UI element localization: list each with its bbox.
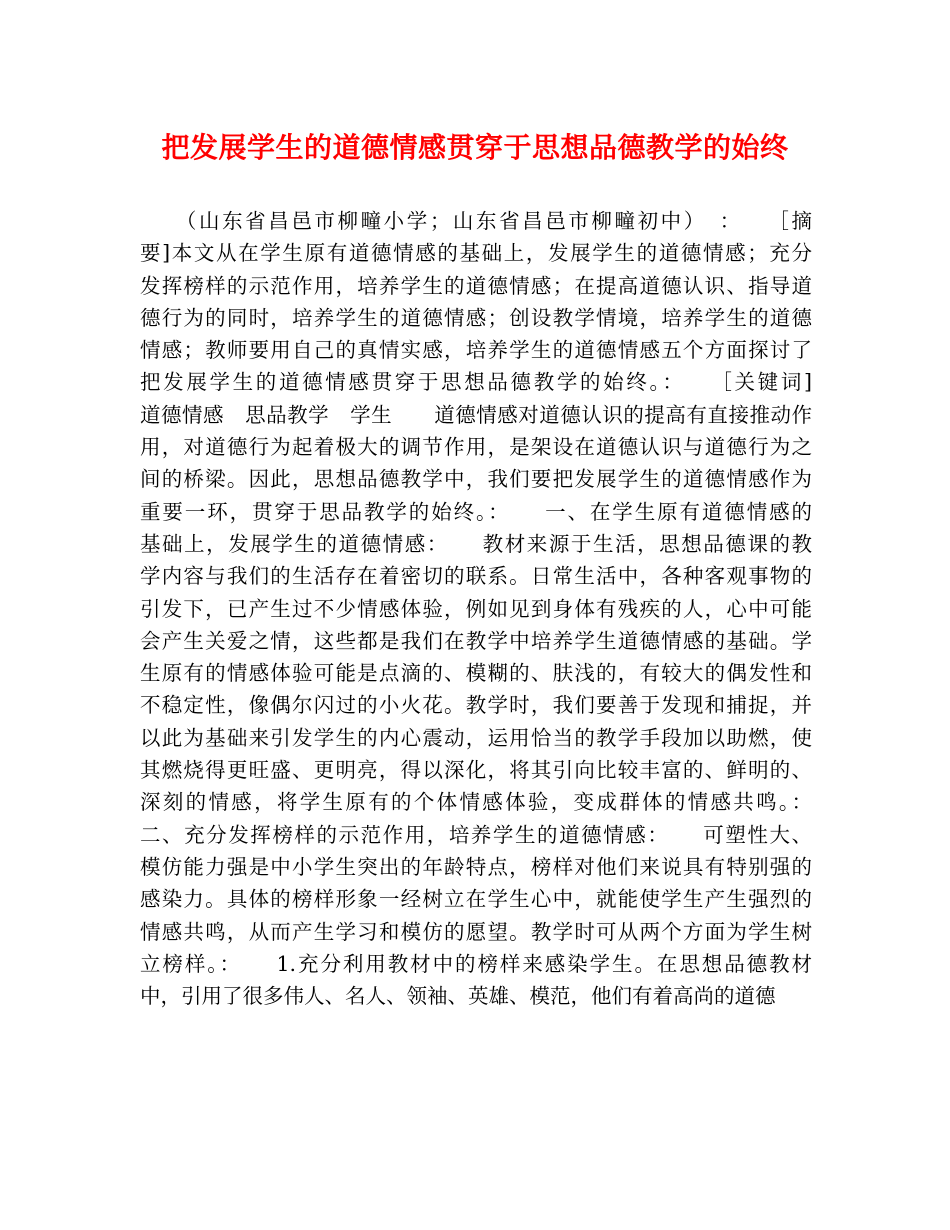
body-line: 会产生关爱之情，这些都是我们在教学中培养学生道德情感的基础。学 [140,628,812,653]
body-line: 模仿能力强是中小学生突出的年龄特点，榜样对他们来说具有特别强的 [140,854,812,879]
body-line: 学内容与我们的生活存在着密切的联系。日常生活中，各种客观事物的 [140,564,812,589]
body-line: 德行为的同时，培养学生的道德情感；创设教学情境，培养学生的道德 [140,305,812,330]
body-line: 其燃烧得更旺盛、更明亮，得以深化，将其引向比较丰富的、鲜明的、 [140,758,812,783]
body-line: （山东省昌邑市柳疃小学；山东省昌邑市柳疃初中） ： ［摘 [140,209,812,233]
body-line: 生原有的情感体验可能是点滴的、模糊的、肤浅的，有较大的偶发性和 [140,661,812,686]
body-line: 以此为基础来引发学生的内心震动，运用恰当的教学手段加以助燃，使 [140,725,812,750]
body-line: 重要一环，贯穿于思品教学的始终。： 一、在学生原有道德情感的 [140,499,812,524]
body-line: 道德情感 思品教学 学生 道德情感对道德认识的提高有直接推动作 [140,402,812,427]
body-line: 情感；教师要用自己的真情实感，培养学生的道德情感五个方面探讨了 [140,338,812,363]
body-line: 情感共鸣，从而产生学习和模仿的愿望。教学时可从两个方面为学生树 [140,919,812,944]
body-line: 深刻的情感，将学生原有的个体情感体验，变成群体的情感共鸣。： [140,790,812,815]
body-line: 二、充分发挥榜样的示范作用，培养学生的道德情感： 可塑性大、 [140,822,812,847]
body-line: 立榜样。： 1.充分利用教材中的榜样来感染学生。在思想品德教材 [140,951,812,976]
body-line: 发挥榜样的示范作用，培养学生的道德情感；在提高道德认识、指导道 [140,273,812,298]
body-line: 感染力。具体的榜样形象一经树立在学生心中，就能使学生产生强烈的 [140,887,812,912]
body-line: 中，引用了很多伟人、名人、领袖、英雄、模范，他们有着高尚的道德 [140,984,776,1009]
body-line: 把发展学生的道德情感贯穿于思想品德教学的始终。： ［关键词] [140,370,812,395]
body-line: 用，对道德行为起着极大的调节作用，是架设在道德认识与道德行为之 [140,435,812,460]
body-line: 不稳定性，像偶尔闪过的小火花。教学时，我们要善于发现和捕捉，并 [140,693,812,718]
document-body [140,205,812,1012]
body-line: 基础上，发展学生的道德情感： 教材来源于生活，思想品德课的教 [140,531,812,556]
body-line: 间的桥梁。因此，思想品德教学中，我们要把发展学生的道德情感作为 [140,467,812,492]
document-title: 把发展学生的道德情感贯穿于思想品德教学的始终 [161,131,789,164]
body-line: 要]本文从在学生原有道德情感的基础上，发展学生的道德情感；充分 [140,241,812,266]
body-line: 引发下，已产生过不少情感体验，例如见到身体有残疾的人，心中可能 [140,596,812,621]
